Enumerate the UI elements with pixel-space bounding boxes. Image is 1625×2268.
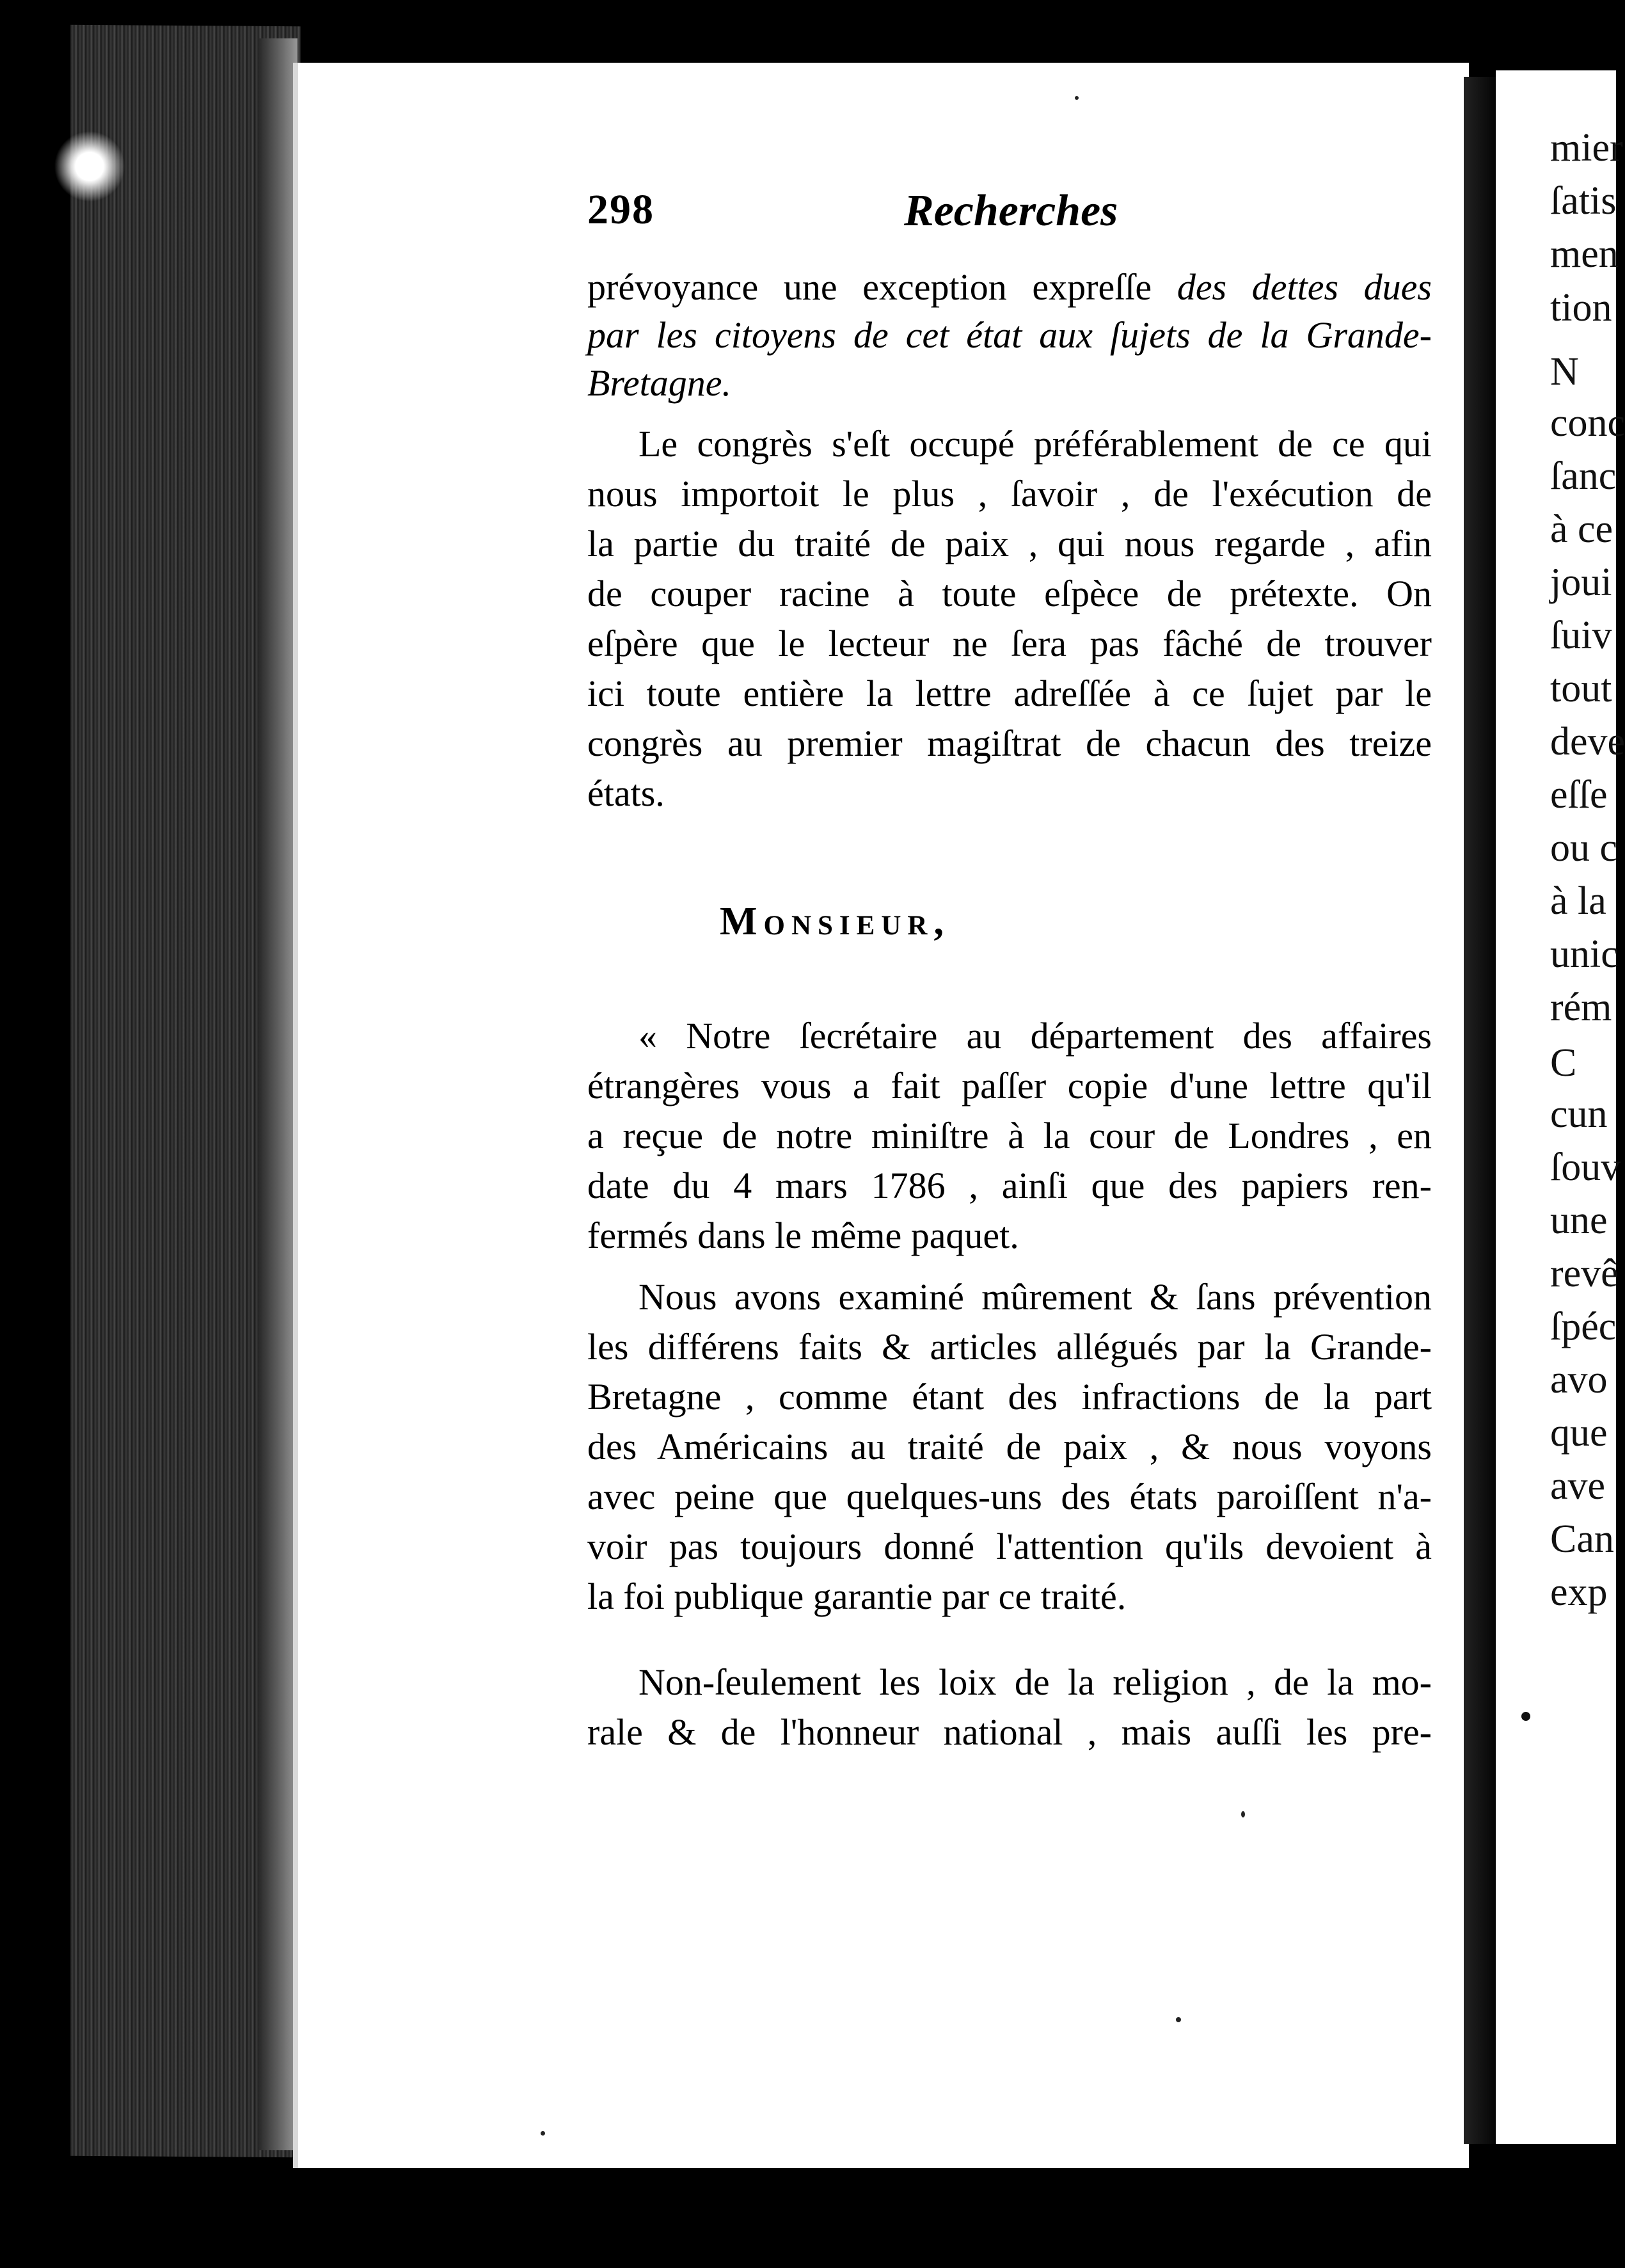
running-title: Recherches (904, 186, 1118, 236)
facing-page-fragment: Can (1550, 1517, 1614, 1561)
paragraph-4-line: Nous avons examiné mûrement & ſans prévention (638, 1276, 1432, 1318)
paragraph-2-line: états. (587, 772, 665, 814)
paragraph-1-line (587, 266, 1432, 308)
paragraph-3-line: « Notre ſecrétaire au département des affaires (638, 1015, 1432, 1057)
facing-page-fragment: une (1550, 1199, 1608, 1242)
paragraph-2-line: Le congrès s'eſt occupé préférablement de ce qui (638, 423, 1432, 465)
facing-page-fragment: men (1550, 232, 1619, 276)
paragraph-4-line: la foi publique garantie par ce traité. (587, 1576, 1127, 1617)
facing-page-fragment: que (1550, 1411, 1608, 1455)
paragraph-2-line: de couper racine à toute eſpèce de prétexte. On (587, 573, 1432, 614)
paragraph-2-line: congrès au premier magiſtrat de chacun des treize (587, 723, 1432, 764)
paragraph-3-line: a reçue de notre miniſtre à la cour de Londres , en (587, 1115, 1432, 1156)
facing-page-fragment: avo (1550, 1358, 1608, 1402)
running-head (587, 186, 1432, 243)
italic-text: des dettes dues (1177, 266, 1432, 308)
facing-page-fragment: mier (1550, 126, 1623, 170)
paper-blemish (1176, 2017, 1181, 2022)
paragraph-4-line: les différens faits & articles allégués par la Grande- (587, 1326, 1432, 1368)
paragraph-2-line: nous importoit le plus , ſavoir , de l'exécution de (587, 473, 1432, 515)
facing-page-fragment: C (1550, 1041, 1577, 1085)
paragraph-4-line: Bretagne , comme étant des infractions de la part (587, 1376, 1432, 1418)
italic-text: par les citoyens de cet état aux ſujets de la Grande- (587, 314, 1432, 356)
paper-blemish (1075, 96, 1079, 100)
paragraph-2-line: eſpère que le lecteur ne ſera pas fâché de trouver (587, 623, 1432, 664)
facing-page-fragment: ſatis (1550, 179, 1617, 223)
facing-page-fragment: à la (1550, 879, 1606, 923)
facing-page-fragment: revê (1550, 1252, 1619, 1295)
facing-page-fragment: cun (1550, 1092, 1608, 1136)
paragraph-2-line: ici toute entière la lettre adreſſée à ce ſujet par le (587, 673, 1432, 714)
facing-page-fragment: ſouv (1550, 1146, 1621, 1189)
page-block-shadow (259, 38, 297, 2150)
facing-page-fragment: conc (1550, 401, 1625, 445)
facing-page-fragment: deve (1550, 720, 1625, 763)
paper-blemish (1241, 1811, 1245, 1817)
facing-page-fragment: à ce (1550, 507, 1613, 551)
paragraph-1-line (587, 314, 1432, 356)
paragraph-3-line: fermés dans le même paquet. (587, 1215, 1019, 1256)
salutation: Monsieur, (720, 900, 950, 943)
paragraph-4-line: des Américains au traité de paix , & nous voyons (587, 1426, 1432, 1467)
paper-speck (54, 131, 125, 202)
italic-text: Bretagne. (587, 362, 731, 404)
paragraph-3-line: étrangères vous a fait paſſer copie d'une lettre qu'il (587, 1065, 1432, 1106)
facing-page-fragment: exp (1550, 1570, 1608, 1614)
facing-page-fragment: N (1550, 350, 1579, 394)
paragraph-5-line: Non-ſeulement les loix de la religion , de la mo- (638, 1661, 1432, 1703)
facing-page-fragment: joui (1550, 561, 1612, 604)
facing-page-fragment: eſſe (1550, 773, 1608, 817)
facing-page-fragment: unic (1550, 932, 1619, 976)
paragraph-3-line: date du 4 mars 1786 , ainſi que des papiers ren- (587, 1165, 1432, 1206)
ink-dot (1521, 1712, 1530, 1721)
paragraph-2-line: la partie du traité de paix , qui nous regarde , afin (587, 523, 1432, 564)
paragraph-1-line (587, 362, 1432, 404)
facing-page-fragment: tout (1550, 667, 1612, 710)
paragraph-4-line: avec peine que quelques-uns des états paroiſſent n'a- (587, 1476, 1432, 1517)
facing-page (1496, 70, 1625, 2144)
facing-page-fragment: tion (1550, 286, 1612, 330)
facing-page-fragment: ou c (1550, 826, 1618, 870)
paragraph-5-line: rale & de l'honneur national , mais auſſi les pre- (587, 1711, 1432, 1753)
paragraph-4-line: voir pas toujours donné l'attention qu'ils devoient à (587, 1526, 1432, 1567)
facing-page-fragment: rém (1550, 986, 1612, 1029)
facing-page-fragment: ſuiv (1550, 614, 1612, 657)
facing-page-fragment: ſpéc (1550, 1305, 1617, 1348)
roman-text: prévoyance une exception expreſſe (587, 266, 1177, 308)
facing-page-fragment: ave (1550, 1464, 1606, 1508)
paper-blemish (541, 2131, 545, 2136)
facing-page-fragment: ſanc (1550, 454, 1617, 498)
book-gutter (1464, 77, 1496, 2144)
page-number: 298 (587, 186, 654, 233)
